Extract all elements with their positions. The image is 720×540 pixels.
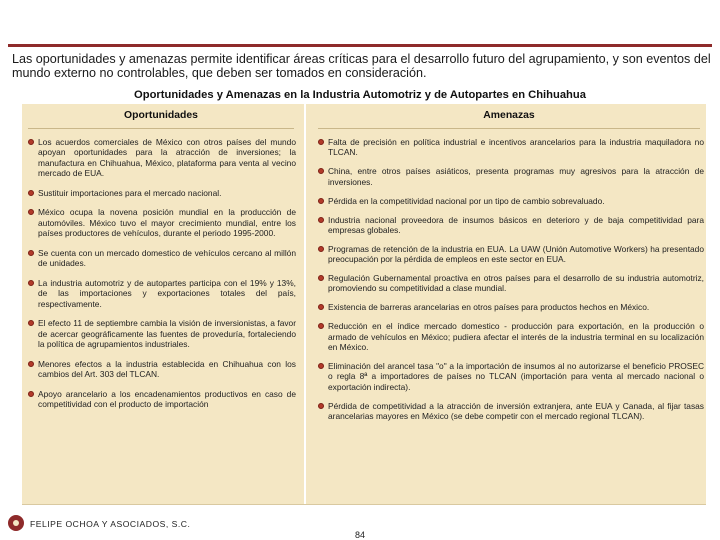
company-logo-icon [8, 515, 24, 531]
opportunities-header: Oportunidades [28, 104, 294, 129]
section-heading: Oportunidades y Amenazas en la Industria Automotriz y de Autopartes en Chihuahua [134, 89, 586, 101]
threat-item [318, 401, 704, 422]
opportunity-item [28, 278, 298, 309]
threat-item [318, 321, 704, 352]
page-number: 84 [355, 530, 366, 540]
opportunity-item [28, 207, 298, 238]
opportunity-item [28, 248, 298, 269]
bullet-icon [318, 304, 324, 310]
bullet-icon [318, 363, 324, 369]
opportunity-item-text: Menores efectos a la industria establecida en Chihuahua con los cambios del Art. 303 del TLCAN. [38, 358, 296, 380]
threat-item-text: Industria nacional proveedora de insumos básicos en deterioro y de baja competitividad para empresas globales. [328, 214, 704, 235]
opportunity-item-text: Se cuenta con un mercado domestico de vehículos cercano al millón de unidades. [38, 247, 296, 269]
threat-item-text: Pérdida en la competitividad nacional por un tipo de cambio sobrevaluado. [328, 195, 605, 206]
opportunity-item-text: Sustituir importaciones para el mercado nacional. [38, 187, 222, 198]
bullet-icon [318, 323, 324, 329]
opportunities-list [22, 129, 298, 409]
opportunity-item-text: El efecto 11 de septiembre cambia la visión de inversionistas, a favor de acercar geográficamente las fuentes de proveduría, fortaleciendo la política de agrupamientos industriales. [38, 318, 296, 349]
threat-item-text: Eliminación del arancel tasa "o" a la importación de insumos al no autorizarse el beneficio PROSEC o regla 8ª a importadores de países no TLCAN (importación para venta al mercado nacional o exportación indirecta). [328, 360, 704, 392]
threat-item-text: Existencia de barreras arancelarias en otros países para productos hechos en México. [328, 302, 650, 313]
top-rule [8, 44, 712, 47]
opportunity-item [28, 188, 298, 198]
threat-item-text: Reducción en el índice mercado domestico - producción para exportación, en la producción o armado de vehículos en México; pudiera afectar el interés de la industria terminal en su localización en México. [328, 321, 704, 352]
bullet-icon [28, 209, 34, 215]
opportunity-item [28, 137, 298, 178]
threat-item [318, 244, 704, 265]
threats-list [312, 129, 706, 421]
threat-item [318, 215, 704, 236]
bullet-icon [28, 139, 34, 145]
bullet-icon [28, 320, 34, 326]
threat-item [318, 273, 704, 294]
threats-header: Amenazas [318, 104, 700, 129]
bullet-icon [318, 139, 324, 145]
opportunity-item [28, 359, 298, 380]
bullet-icon [28, 190, 34, 196]
opportunity-item-text: Los acuerdos comerciales de México con otros países del mundo apoyan oportunidades para la atracción de inversiones; la manufactura en Chihuahua, México, plataforma para venta al vecino mercado de EUA. [38, 137, 296, 178]
bullet-icon [318, 168, 324, 174]
bullet-icon [318, 403, 324, 409]
bullet-icon [28, 361, 34, 367]
bullet-icon [318, 275, 324, 281]
opportunity-item-text: Apoyo arancelario a los encadenamientos productivos en caso de competitividad con el producto de importación [38, 388, 296, 410]
threat-item-text: Pérdida de competitividad a la atracción de inversión extranjera, ante EUA y Canada, al fijar tasas arancelarias mayores en México (se debe competir con el mercado regional TLCAN). [328, 400, 704, 421]
swot-table [22, 104, 706, 505]
threat-item-text: China, entre otros países asiáticos, presenta programas muy agresivos para la atracción de inversiones. [328, 166, 704, 187]
threat-item-text: Regulación Gubernamental proactiva en otros países para el desarrollo de su industria automotriz, promoviendo su competitividad a clase mundial. [328, 273, 704, 294]
threat-item [318, 137, 704, 158]
threat-item [318, 166, 704, 187]
bullet-icon [318, 198, 324, 204]
company-name: FELIPE OCHOA Y ASOCIADOS, S.C. [30, 519, 191, 529]
threat-item-text: Falta de precisión en política industrial e incentivos arancelarios para la industria maquiladora no TLCAN. [328, 137, 704, 158]
opportunities-column [22, 104, 298, 504]
opportunity-item [28, 318, 298, 349]
bullet-icon [318, 246, 324, 252]
opportunity-item-text: La industria automotriz y de autopartes participa con el 19% y 13%, de las importaciones y exportaciones totales del país, respectivamente. [38, 277, 296, 309]
bullet-icon [28, 280, 34, 286]
column-divider [304, 104, 306, 504]
opportunity-item [28, 389, 298, 410]
bullet-icon [28, 250, 34, 256]
threat-item-text: Programas de retención de la industria en EUA. La UAW (Unión Automotive Workers) ha presentado preocupación por la pérdida de empleos en este sector en EUA. [328, 243, 704, 265]
threat-item [318, 361, 704, 392]
threat-item [318, 302, 704, 312]
opportunity-item-text: México ocupa la novena posición mundial en la producción de automóviles. México tuvo el mayor crecimiento mundial, entre los países productores de vehículos, durante el periodo 1995-2000. [38, 207, 296, 239]
bullet-icon [28, 391, 34, 397]
threats-column [312, 104, 706, 504]
threat-item [318, 196, 704, 206]
intro-paragraph: Las oportunidades y amenazas permite identificar áreas críticas para el desarrollo futuro del agrupamiento, y son eventos del mundo externo no controlables, que deben ser tomados en consideración. [12, 52, 711, 80]
bullet-icon [318, 217, 324, 223]
